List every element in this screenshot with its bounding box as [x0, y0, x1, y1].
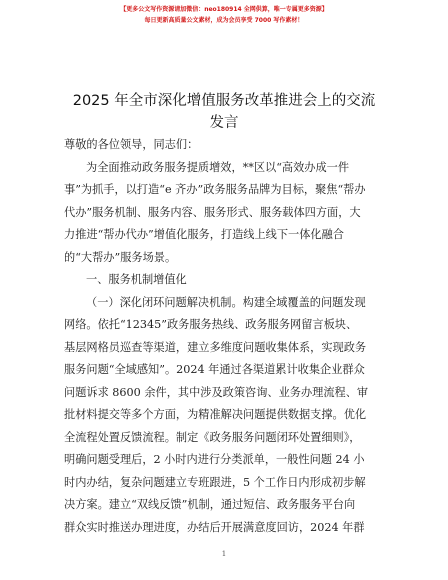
paragraph-line: 决方案。建立“双线反馈”机制，通过短信、政务服务平台向 — [64, 498, 356, 511]
paragraph-line: 全流程处置反馈流程。制定《政务服务问题闭环处置细则》， — [64, 430, 361, 444]
paragraph-line: 批材料提交等多个方面，为精准解决问题提供数据支撑。优化 — [64, 408, 367, 421]
section-heading: 一、服务机制增值化 — [86, 273, 187, 286]
document-title — [0, 90, 448, 134]
promo-banner — [0, 4, 448, 26]
paragraph-intro — [64, 157, 390, 270]
promo-banner-line-2: 每日更新高质量公文素材，成为会员享受 7000 写作素材！ — [144, 17, 304, 24]
promo-banner-line-1: 【更多公文写作资源请加微信：neo180914 全网供算，唯一专属更多资源】 — [120, 6, 328, 13]
paragraph-line: 事”为抓手，以打造“e 齐办”政务服务品牌为目标，聚焦“帮办 — [64, 183, 366, 196]
paragraph-section-1 — [64, 292, 390, 540]
paragraph-line: 为全面推动政务服务提质增效，**区以“高效办成一件 — [86, 160, 350, 174]
paragraph-line: 代办”服务机制、服务内容、服务形式、服务载体四方面，大 — [64, 205, 361, 219]
paragraph-line: 问题诉求 8600 余件，其中涉及政策咨询、业务办理流程、审 — [64, 385, 369, 399]
paragraph-line: （一）深化闭环问题解决机制。构建全域覆盖的问题发现 — [86, 295, 366, 309]
page-number: 1 — [221, 550, 227, 558]
paragraph-line: 基层网格员巡查等渠道，建立多维度问题收集体系，实现政务 — [64, 340, 367, 354]
document-title-line-2: 发言 — [209, 115, 239, 131]
paragraph-line: 服务问题“全域感知”。2024 年通过各渠道累计收集企业群众 — [64, 363, 365, 376]
paragraph-line: 明确问题受理后，2 小时内进行分类派单，一般性问题 24 小 — [64, 453, 365, 466]
paragraph-line: 力推进“帮办代办”增值化服务，打造线上线下一体化融合 — [64, 228, 344, 241]
document-title-line-1: 2025 年全市深化增值服务改革推进会上的交流 — [72, 93, 376, 109]
paragraph-line: 时内办结，复杂问题建立专班跟进，5 个工作日内形成初步解 — [64, 475, 366, 489]
salutation: 尊敬的各位领导，同志们： — [64, 138, 199, 151]
document-body — [64, 134, 390, 539]
paragraph-line: 网络。依托“12345”政务服务热线、政务服务网留言板块、 — [64, 318, 358, 331]
paragraph-line: 的“大帮办”服务场景。 — [64, 250, 177, 264]
paragraph-line: 群众实时推送办理进度，办结后开展满意度回访，2024 年群 — [64, 520, 365, 534]
